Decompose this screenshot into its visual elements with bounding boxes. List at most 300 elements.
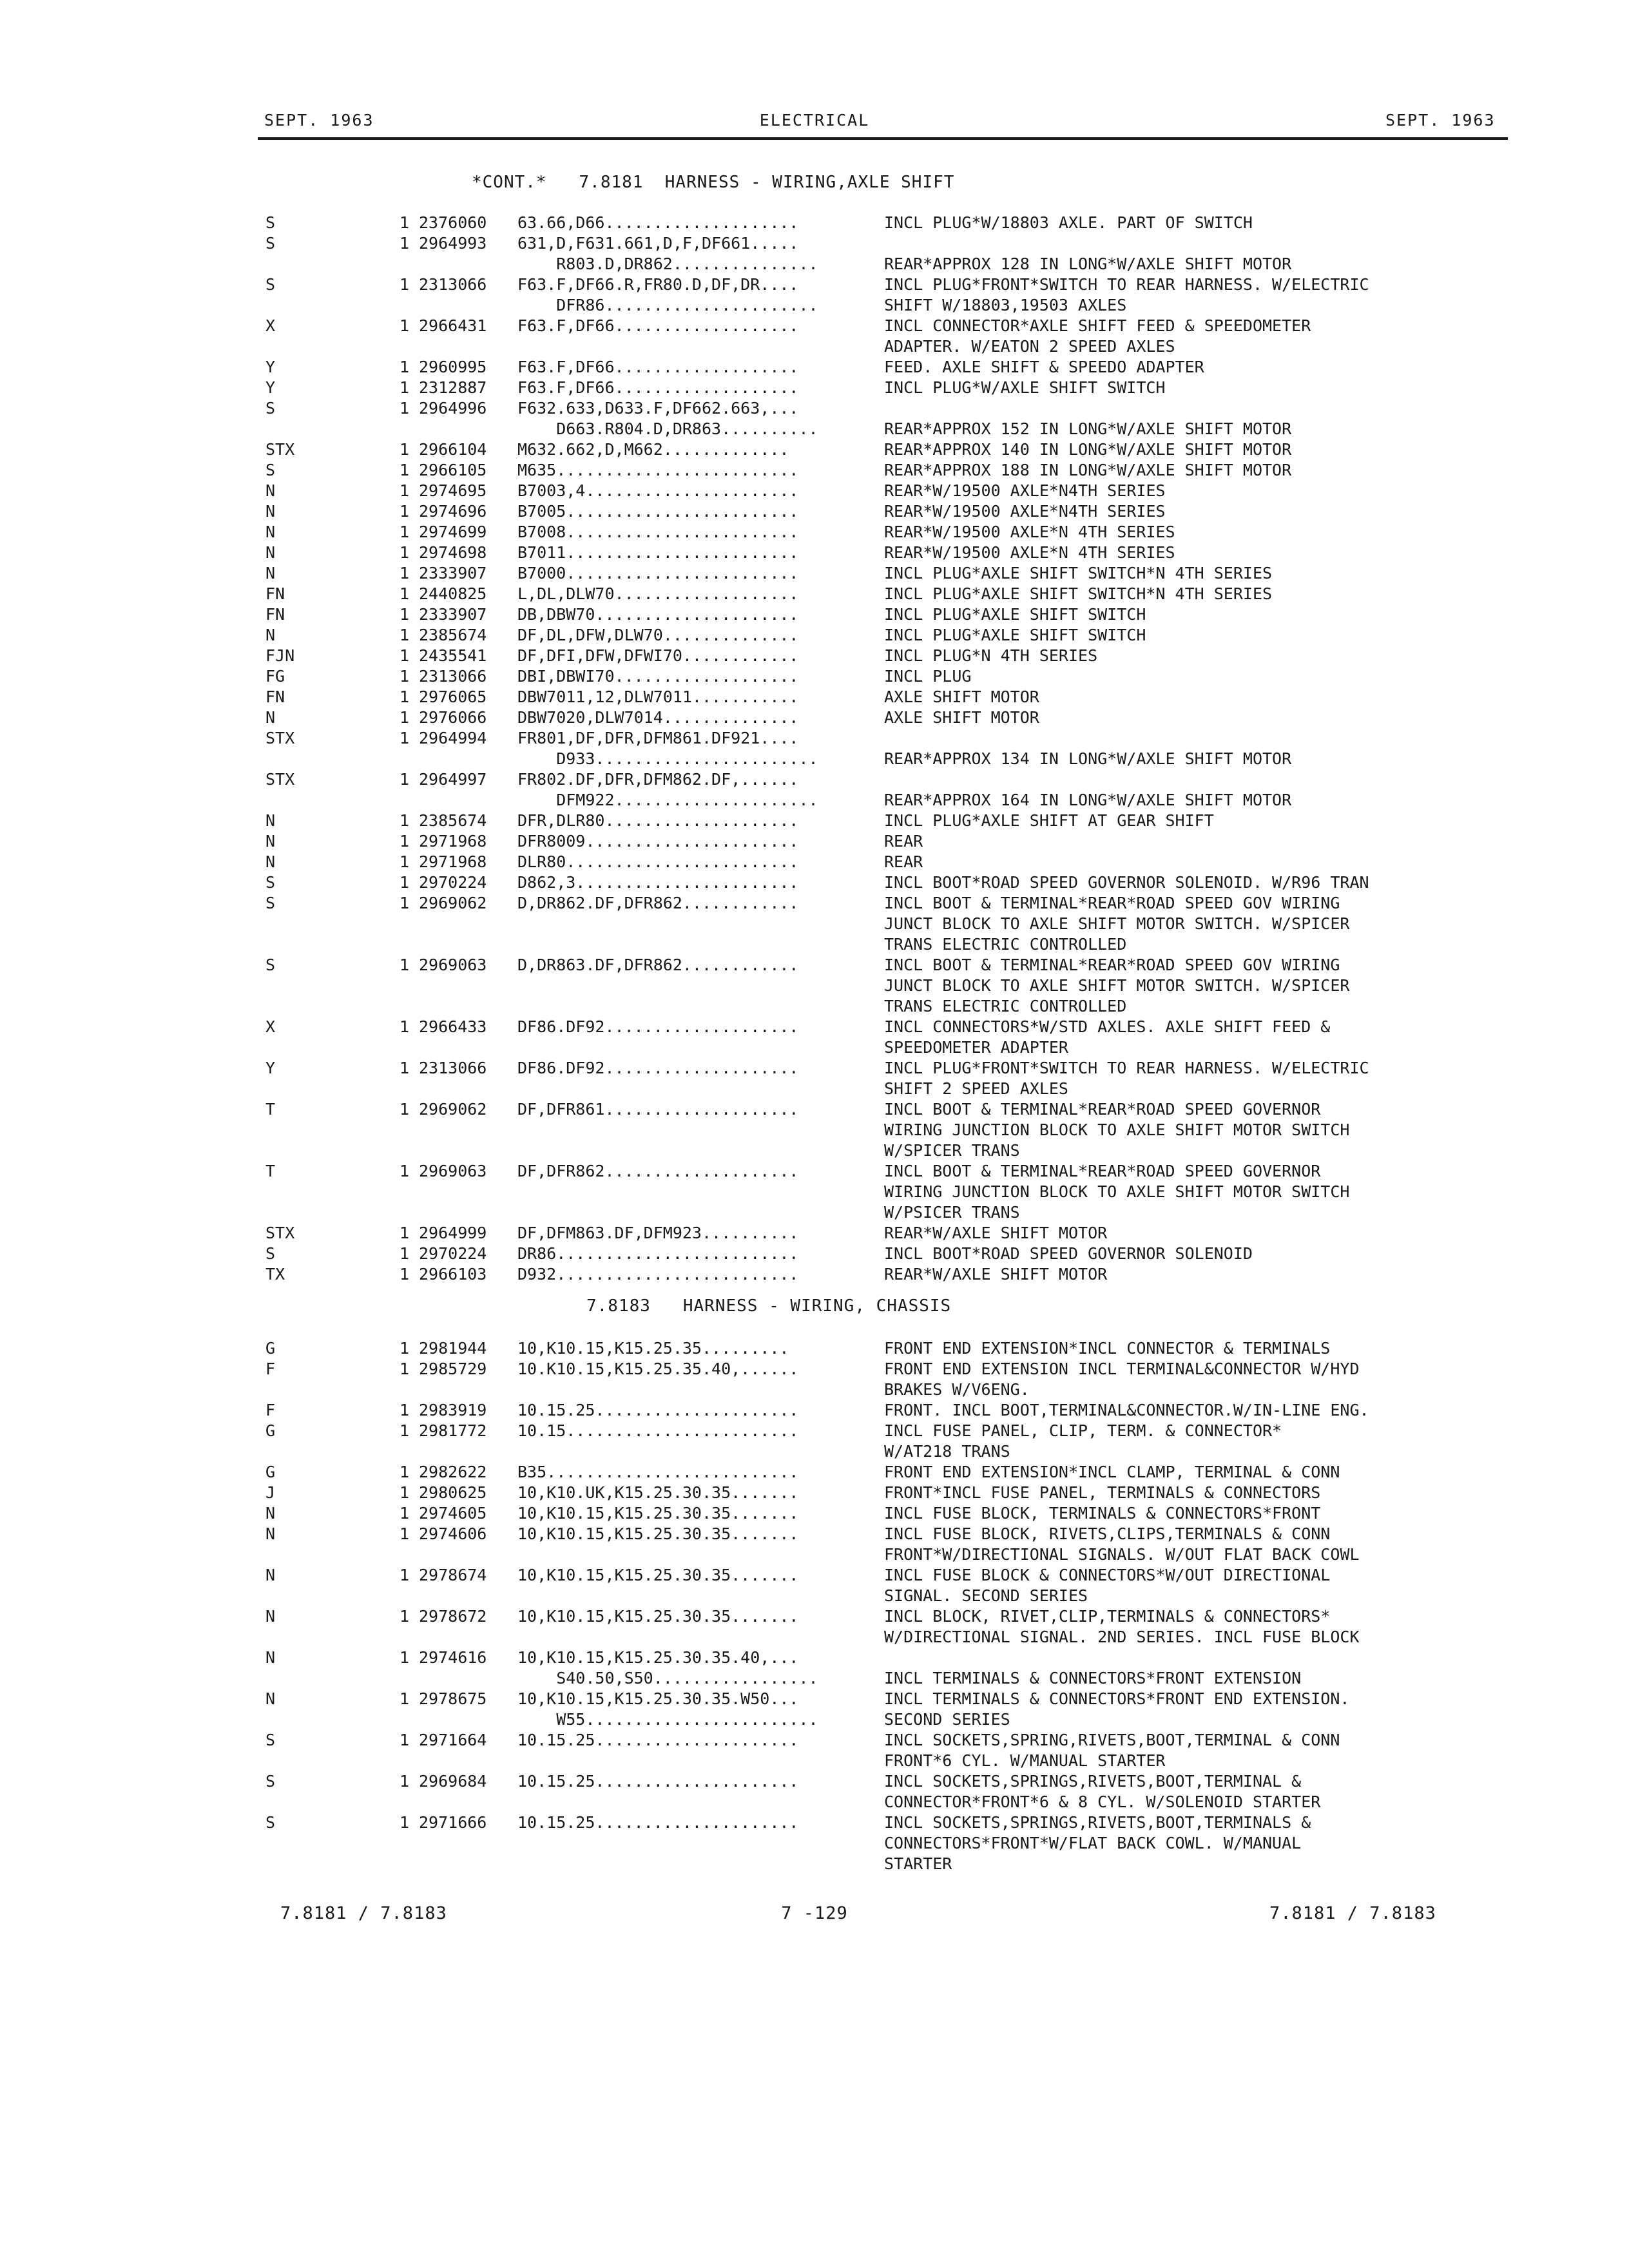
qty-cell: 1 xyxy=(400,523,410,541)
qty-cell: 1 xyxy=(400,440,410,459)
description-cell: INCL BOOT & TERMINAL*REAR*ROAD SPEED GOVERNOR xyxy=(884,1100,1321,1119)
usage-cell: M635......................... xyxy=(517,461,799,479)
part-number-cell: 2966431 xyxy=(419,316,487,335)
table-row xyxy=(0,1338,1629,1359)
code-cell: F xyxy=(265,1401,276,1419)
qty-cell: 1 xyxy=(400,646,410,665)
part-number-cell: 2974696 xyxy=(419,502,487,521)
part-number-cell: 2385674 xyxy=(419,811,487,830)
table-row xyxy=(0,1792,1629,1812)
description-cell: CONNECTOR*FRONT*6 & 8 CYL. W/SOLENOID STARTER xyxy=(884,1792,1321,1811)
code-cell: TX xyxy=(265,1265,285,1283)
parts-list-7-8181 xyxy=(0,213,1629,1285)
description-cell: FRONT END EXTENSION*INCL CONNECTOR & TERMINALS xyxy=(884,1339,1331,1358)
description-cell: INCL FUSE PANEL, CLIP, TERM. & CONNECTOR* xyxy=(884,1421,1282,1440)
table-row xyxy=(0,769,1629,790)
table-row xyxy=(0,1161,1629,1182)
table-row xyxy=(0,996,1629,1017)
qty-cell: 1 xyxy=(400,873,410,892)
usage-cell: D,DR863.DF,DFR862............ xyxy=(517,956,799,974)
description-cell: REAR*APPROX 128 IN LONG*W/AXLE SHIFT MOTOR xyxy=(884,255,1292,273)
code-cell: STX xyxy=(265,1224,295,1242)
description-cell: JUNCT BLOCK TO AXLE SHIFT MOTOR SWITCH. W/SPICER xyxy=(884,914,1350,933)
header-section-title: ELECTRICAL xyxy=(759,111,870,130)
table-row xyxy=(0,378,1629,398)
qty-cell: 1 xyxy=(400,1772,410,1791)
code-cell: N xyxy=(265,481,276,500)
description-cell: ADAPTER. W/EATON 2 SPEED AXLES xyxy=(884,337,1175,356)
usage-cell: DFM922..................... xyxy=(517,791,818,809)
table-row xyxy=(0,1606,1629,1627)
table-row xyxy=(0,914,1629,934)
qty-cell: 1 xyxy=(400,399,410,418)
qty-cell: 1 xyxy=(400,667,410,686)
usage-cell: FR802.DF,DFR,DFM862.DF,...... xyxy=(517,770,799,789)
usage-cell: D933....................... xyxy=(517,749,818,768)
usage-cell: D932......................... xyxy=(517,1265,799,1283)
code-cell: G xyxy=(265,1463,276,1481)
description-cell: INCL TERMINALS & CONNECTORS*FRONT EXTENSION xyxy=(884,1669,1302,1687)
usage-cell: 10.15.25..................... xyxy=(517,1772,799,1791)
description-cell: REAR*W/19500 AXLE*N4TH SERIES xyxy=(884,502,1166,521)
code-cell: S xyxy=(265,275,276,294)
usage-cell: 10,K10.15,K15.25.30.35.W50... xyxy=(517,1689,799,1708)
code-cell: Y xyxy=(265,378,276,397)
code-cell: N xyxy=(265,811,276,830)
footer-right-ref: 7.8181 / 7.8183 xyxy=(1269,1903,1436,1923)
section-title-7-8181: *CONT.* 7.8181 HARNESS - WIRING,AXLE SHIFT xyxy=(472,173,955,192)
description-cell: FRONT END EXTENSION INCL TERMINAL&CONNECTOR W/HYD xyxy=(884,1360,1360,1378)
description-cell: INCL PLUG*W/18803 AXLE. PART OF SWITCH xyxy=(884,213,1253,232)
table-row xyxy=(0,254,1629,274)
code-cell: X xyxy=(265,1017,276,1036)
table-row xyxy=(0,501,1629,522)
table-row xyxy=(0,1379,1629,1400)
qty-cell: 1 xyxy=(400,1607,410,1626)
description-cell: INCL PLUG*AXLE SHIFT SWITCH xyxy=(884,605,1146,624)
part-number-cell: 2969062 xyxy=(419,1100,487,1119)
table-row xyxy=(0,1140,1629,1161)
part-number-cell: 2969063 xyxy=(419,1162,487,1180)
description-cell: REAR*APPROX 134 IN LONG*W/AXLE SHIFT MOTOR xyxy=(884,749,1292,768)
usage-cell: FR801,DF,DFR,DFM861.DF921.... xyxy=(517,729,799,747)
table-row xyxy=(0,666,1629,687)
table-row xyxy=(0,604,1629,625)
usage-cell: D862,3....................... xyxy=(517,873,799,892)
qty-cell: 1 xyxy=(400,832,410,850)
table-row xyxy=(0,1483,1629,1503)
part-number-cell: 2960995 xyxy=(419,358,487,376)
table-row xyxy=(0,1441,1629,1462)
qty-cell: 1 xyxy=(400,584,410,603)
part-number-cell: 2981772 xyxy=(419,1421,487,1440)
table-row xyxy=(0,522,1629,543)
part-number-cell: 2964994 xyxy=(419,729,487,747)
table-row xyxy=(0,1359,1629,1379)
part-number-cell: 2435541 xyxy=(419,646,487,665)
description-cell: INCL BOOT & TERMINAL*REAR*ROAD SPEED GOV WIRING xyxy=(884,894,1340,912)
usage-cell: W55........................ xyxy=(517,1710,818,1729)
usage-cell: B7000........................ xyxy=(517,564,799,582)
usage-cell: L,DL,DLW70................... xyxy=(517,584,799,603)
table-row xyxy=(0,1709,1629,1730)
table-row xyxy=(0,790,1629,811)
table-row xyxy=(0,1648,1629,1668)
qty-cell: 1 xyxy=(400,1648,410,1667)
table-row xyxy=(0,975,1629,996)
usage-cell: M632.662,D,M662............. xyxy=(517,440,789,459)
qty-cell: 1 xyxy=(400,275,410,294)
part-number-cell: 2969062 xyxy=(419,894,487,912)
code-cell: X xyxy=(265,316,276,335)
description-cell: REAR*APPROX 140 IN LONG*W/AXLE SHIFT MOTOR xyxy=(884,440,1292,459)
usage-cell: DLR80........................ xyxy=(517,852,799,871)
usage-cell: DF,DFM863.DF,DFM923.......... xyxy=(517,1224,799,1242)
part-number-cell: 2978675 xyxy=(419,1689,487,1708)
description-cell: JUNCT BLOCK TO AXLE SHIFT MOTOR SWITCH. W/SPICER xyxy=(884,976,1350,995)
description-cell: REAR*W/AXLE SHIFT MOTOR xyxy=(884,1224,1108,1242)
part-number-cell: 2312887 xyxy=(419,378,487,397)
table-row xyxy=(0,1854,1629,1874)
table-row xyxy=(0,1627,1629,1648)
part-number-cell: 2970224 xyxy=(419,1244,487,1263)
table-row xyxy=(0,625,1629,646)
table-row xyxy=(0,213,1629,233)
qty-cell: 1 xyxy=(400,1244,410,1263)
table-row xyxy=(0,1544,1629,1565)
qty-cell: 1 xyxy=(400,852,410,871)
usage-cell: DF86.DF92.................... xyxy=(517,1017,799,1036)
table-row xyxy=(0,707,1629,728)
description-cell: SHIFT 2 SPEED AXLES xyxy=(884,1079,1068,1098)
table-row xyxy=(0,1058,1629,1079)
table-row xyxy=(0,1017,1629,1037)
description-cell: REAR*W/19500 AXLE*N 4TH SERIES xyxy=(884,543,1175,562)
part-number-cell: 2969684 xyxy=(419,1772,487,1791)
qty-cell: 1 xyxy=(400,1689,410,1708)
description-cell: INCL BLOCK, RIVET,CLIP,TERMINALS & CONNECTORS* xyxy=(884,1607,1331,1626)
code-cell: F xyxy=(265,1360,276,1378)
qty-cell: 1 xyxy=(400,708,410,727)
description-cell: INCL PLUG*N 4TH SERIES xyxy=(884,646,1098,665)
description-cell: INCL PLUG*AXLE SHIFT SWITCH*N 4TH SERIES xyxy=(884,584,1273,603)
usage-cell: S40.50,S50................. xyxy=(517,1669,818,1687)
usage-cell: DFR86...................... xyxy=(517,296,818,314)
qty-cell: 1 xyxy=(400,894,410,912)
usage-cell: F63.F,DF66................... xyxy=(517,358,799,376)
description-cell: INCL PLUG*W/AXLE SHIFT SWITCH xyxy=(884,378,1166,397)
code-cell: N xyxy=(265,564,276,582)
usage-cell: D,DR862.DF,DFR862............ xyxy=(517,894,799,912)
table-row xyxy=(0,1223,1629,1244)
table-row xyxy=(0,357,1629,378)
usage-cell: F63.F,DF66.R,FR80.D,DF,DR.... xyxy=(517,275,799,294)
code-cell: Y xyxy=(265,1059,276,1077)
part-number-cell: 2978672 xyxy=(419,1607,487,1626)
description-cell: INCL PLUG*FRONT*SWITCH TO REAR HARNESS. W/ELECTRIC xyxy=(884,275,1369,294)
code-cell: Y xyxy=(265,358,276,376)
qty-cell: 1 xyxy=(400,1339,410,1358)
part-number-cell: 2978674 xyxy=(419,1566,487,1584)
code-cell: N xyxy=(265,1504,276,1523)
description-cell: STARTER xyxy=(884,1854,952,1873)
part-number-cell: 2971968 xyxy=(419,832,487,850)
usage-cell: DF,DFI,DFW,DFWI70............ xyxy=(517,646,799,665)
part-number-cell: 2385674 xyxy=(419,626,487,644)
qty-cell: 1 xyxy=(400,543,410,562)
table-row xyxy=(0,1812,1629,1833)
qty-cell: 1 xyxy=(400,316,410,335)
qty-cell: 1 xyxy=(400,605,410,624)
table-row xyxy=(0,749,1629,769)
table-row xyxy=(0,955,1629,975)
description-cell: FRONT*INCL FUSE PANEL, TERMINALS & CONNECTORS xyxy=(884,1483,1321,1502)
usage-cell: 10,K10.15,K15.25.30.35....... xyxy=(517,1524,799,1543)
table-row xyxy=(0,687,1629,707)
qty-cell: 1 xyxy=(400,1401,410,1419)
code-cell: S xyxy=(265,1731,276,1749)
code-cell: G xyxy=(265,1421,276,1440)
usage-cell: 10.K10.15,K15.25.35.40,...... xyxy=(517,1360,799,1378)
qty-cell: 1 xyxy=(400,1504,410,1523)
qty-cell: 1 xyxy=(400,729,410,747)
description-cell: INCL TERMINALS & CONNECTORS*FRONT END EXTENSION. xyxy=(884,1689,1350,1708)
description-cell: W/SPICER TRANS xyxy=(884,1141,1020,1160)
table-row xyxy=(0,460,1629,481)
table-row xyxy=(0,1586,1629,1606)
header-left-date: SEPT. 1963 xyxy=(264,111,374,130)
code-cell: FJN xyxy=(265,646,295,665)
part-number-cell: 2974606 xyxy=(419,1524,487,1543)
usage-cell: DF,DL,DFW,DLW70.............. xyxy=(517,626,799,644)
code-cell: J xyxy=(265,1483,276,1502)
table-row xyxy=(0,811,1629,831)
table-row xyxy=(0,481,1629,501)
table-row xyxy=(0,852,1629,872)
code-cell: G xyxy=(265,1339,276,1358)
table-row xyxy=(0,1833,1629,1854)
part-number-cell: 2966104 xyxy=(419,440,487,459)
part-number-cell: 2964996 xyxy=(419,399,487,418)
part-number-cell: 2976065 xyxy=(419,687,487,706)
table-row xyxy=(0,1037,1629,1058)
description-cell: REAR*APPROX 152 IN LONG*W/AXLE SHIFT MOTOR xyxy=(884,419,1292,438)
part-number-cell: 2376060 xyxy=(419,213,487,232)
part-number-cell: 2971666 xyxy=(419,1813,487,1832)
table-row xyxy=(0,1565,1629,1586)
description-cell: REAR xyxy=(884,852,923,871)
code-cell: N xyxy=(265,708,276,727)
table-row xyxy=(0,1182,1629,1202)
code-cell: T xyxy=(265,1162,276,1180)
table-row xyxy=(0,398,1629,419)
table-row xyxy=(0,893,1629,914)
description-cell: AXLE SHIFT MOTOR xyxy=(884,708,1039,727)
code-cell: T xyxy=(265,1100,276,1119)
table-row xyxy=(0,646,1629,666)
usage-cell: DR86......................... xyxy=(517,1244,799,1263)
code-cell: FN xyxy=(265,687,285,706)
qty-cell: 1 xyxy=(400,461,410,479)
qty-cell: 1 xyxy=(400,1813,410,1832)
part-number-cell: 2964993 xyxy=(419,234,487,253)
description-cell: INCL SOCKETS,SPRING,RIVETS,BOOT,TERMINAL & CONN xyxy=(884,1731,1340,1749)
description-cell: INCL PLUG*AXLE SHIFT AT GEAR SHIFT xyxy=(884,811,1214,830)
usage-cell: DBW7020,DLW7014.............. xyxy=(517,708,799,727)
qty-cell: 1 xyxy=(400,687,410,706)
table-row xyxy=(0,872,1629,893)
usage-cell: DFR,DLR80.................... xyxy=(517,811,799,830)
usage-cell: 10.15.25..................... xyxy=(517,1401,799,1419)
qty-cell: 1 xyxy=(400,234,410,253)
part-number-cell: 2974698 xyxy=(419,543,487,562)
usage-cell: DFR8009...................... xyxy=(517,832,799,850)
header-rule xyxy=(258,137,1508,140)
table-row xyxy=(0,419,1629,439)
usage-cell: F632.633,D633.F,DF662.663,... xyxy=(517,399,799,418)
usage-cell: B7011........................ xyxy=(517,543,799,562)
table-row xyxy=(0,728,1629,749)
part-number-cell: 2976066 xyxy=(419,708,487,727)
table-row xyxy=(0,1400,1629,1421)
code-cell: N xyxy=(265,523,276,541)
part-number-cell: 2966433 xyxy=(419,1017,487,1036)
description-cell: INCL CONNECTOR*AXLE SHIFT FEED & SPEEDOMETER xyxy=(884,316,1311,335)
table-row xyxy=(0,1668,1629,1689)
table-row xyxy=(0,1244,1629,1264)
table-row xyxy=(0,1730,1629,1751)
qty-cell: 1 xyxy=(400,1059,410,1077)
table-row xyxy=(0,1524,1629,1544)
usage-cell: F63.F,DF66................... xyxy=(517,316,799,335)
part-number-cell: 2971968 xyxy=(419,852,487,871)
description-cell: FRONT END EXTENSION*INCL CLAMP, TERMINAL & CONN xyxy=(884,1463,1340,1481)
qty-cell: 1 xyxy=(400,1224,410,1242)
code-cell: N xyxy=(265,543,276,562)
code-cell: S xyxy=(265,399,276,418)
usage-cell: B7008........................ xyxy=(517,523,799,541)
description-cell: CONNECTORS*FRONT*W/FLAT BACK COWL. W/MANUAL xyxy=(884,1834,1302,1852)
part-number-cell: 2970224 xyxy=(419,873,487,892)
table-row xyxy=(0,1079,1629,1099)
description-cell: INCL PLUG*FRONT*SWITCH TO REAR HARNESS. W/ELECTRIC xyxy=(884,1059,1369,1077)
description-cell: TRANS ELECTRIC CONTROLLED xyxy=(884,997,1127,1015)
qty-cell: 1 xyxy=(400,481,410,500)
part-number-cell: 2313066 xyxy=(419,1059,487,1077)
qty-cell: 1 xyxy=(400,378,410,397)
description-cell: AXLE SHIFT MOTOR xyxy=(884,687,1039,706)
qty-cell: 1 xyxy=(400,1421,410,1440)
table-row xyxy=(0,1689,1629,1709)
usage-cell: 10,K10.15,K15.25.35......... xyxy=(517,1339,789,1358)
part-number-cell: 2966103 xyxy=(419,1265,487,1283)
description-cell: INCL BOOT*ROAD SPEED GOVERNOR SOLENOID. W/R96 TRAN xyxy=(884,873,1369,892)
qty-cell: 1 xyxy=(400,1566,410,1584)
qty-cell: 1 xyxy=(400,1463,410,1481)
part-number-cell: 2964999 xyxy=(419,1224,487,1242)
usage-cell: F63.F,DF66................... xyxy=(517,378,799,397)
usage-cell: 631,D,F631.661,D,F,DF661..... xyxy=(517,234,799,253)
part-number-cell: 2969063 xyxy=(419,956,487,974)
qty-cell: 1 xyxy=(400,770,410,789)
code-cell: S xyxy=(265,1244,276,1263)
description-cell: WIRING JUNCTION BLOCK TO AXLE SHIFT MOTOR SWITCH xyxy=(884,1182,1350,1201)
part-number-cell: 2440825 xyxy=(419,584,487,603)
table-row xyxy=(0,1421,1629,1441)
table-row xyxy=(0,1099,1629,1120)
code-cell: STX xyxy=(265,770,295,789)
qty-cell: 1 xyxy=(400,358,410,376)
description-cell: INCL FUSE BLOCK, RIVETS,CLIPS,TERMINALS & CONN xyxy=(884,1524,1331,1543)
description-cell: SHIFT W/18803,19503 AXLES xyxy=(884,296,1127,314)
parts-list-7-8183 xyxy=(0,1338,1629,1874)
table-row xyxy=(0,439,1629,460)
code-cell: STX xyxy=(265,729,295,747)
table-row xyxy=(0,831,1629,852)
code-cell: S xyxy=(265,873,276,892)
code-cell: S xyxy=(265,461,276,479)
code-cell: N xyxy=(265,1607,276,1626)
usage-cell: 10,K10.15,K15.25.30.35....... xyxy=(517,1607,799,1626)
qty-cell: 1 xyxy=(400,213,410,232)
description-cell: REAR*APPROX 164 IN LONG*W/AXLE SHIFT MOTOR xyxy=(884,791,1292,809)
table-row xyxy=(0,1771,1629,1792)
usage-cell: D663.R804.D,DR863.......... xyxy=(517,419,818,438)
code-cell: S xyxy=(265,1772,276,1791)
section-title-7-8183: 7.8183 HARNESS - WIRING, CHASSIS xyxy=(586,1296,952,1316)
usage-cell: 63.66,D66.................... xyxy=(517,213,799,232)
part-number-cell: 2982622 xyxy=(419,1463,487,1481)
code-cell: STX xyxy=(265,440,295,459)
qty-cell: 1 xyxy=(400,1360,410,1378)
description-cell: REAR*W/AXLE SHIFT MOTOR xyxy=(884,1265,1108,1283)
description-cell: FEED. AXLE SHIFT & SPEEDO ADAPTER xyxy=(884,358,1204,376)
part-number-cell: 2985729 xyxy=(419,1360,487,1378)
qty-cell: 1 xyxy=(400,956,410,974)
description-cell: TRANS ELECTRIC CONTROLLED xyxy=(884,935,1127,954)
description-cell: INCL BOOT*ROAD SPEED GOVERNOR SOLENOID xyxy=(884,1244,1253,1263)
description-cell: W/AT218 TRANS xyxy=(884,1442,1010,1461)
usage-cell: DBW7011,12,DLW7011........... xyxy=(517,687,799,706)
description-cell: SPEEDOMETER ADAPTER xyxy=(884,1038,1068,1057)
usage-cell: B35.......................... xyxy=(517,1463,799,1481)
code-cell: S xyxy=(265,894,276,912)
part-number-cell: 2971664 xyxy=(419,1731,487,1749)
part-number-cell: 2974695 xyxy=(419,481,487,500)
qty-cell: 1 xyxy=(400,1265,410,1283)
qty-cell: 1 xyxy=(400,1100,410,1119)
usage-cell: R803.D,DR862............... xyxy=(517,255,818,273)
code-cell: S xyxy=(265,234,276,253)
code-cell: N xyxy=(265,1524,276,1543)
qty-cell: 1 xyxy=(400,502,410,521)
description-cell: INCL FUSE BLOCK, TERMINALS & CONNECTORS*FRONT xyxy=(884,1504,1321,1523)
description-cell: REAR xyxy=(884,832,923,850)
code-cell: N xyxy=(265,852,276,871)
description-cell: W/PSICER TRANS xyxy=(884,1203,1020,1222)
qty-cell: 1 xyxy=(400,564,410,582)
part-number-cell: 2974616 xyxy=(419,1648,487,1667)
qty-cell: 1 xyxy=(400,811,410,830)
qty-cell: 1 xyxy=(400,1162,410,1180)
part-number-cell: 2981944 xyxy=(419,1339,487,1358)
part-number-cell: 2964997 xyxy=(419,770,487,789)
code-cell: N xyxy=(265,1566,276,1584)
description-cell: FRONT. INCL BOOT,TERMINAL&CONNECTOR.W/IN-LINE ENG. xyxy=(884,1401,1369,1419)
usage-cell: DF,DFR862.................... xyxy=(517,1162,799,1180)
description-cell: SECOND SERIES xyxy=(884,1710,1010,1729)
description-cell: REAR*W/19500 AXLE*N 4TH SERIES xyxy=(884,523,1175,541)
